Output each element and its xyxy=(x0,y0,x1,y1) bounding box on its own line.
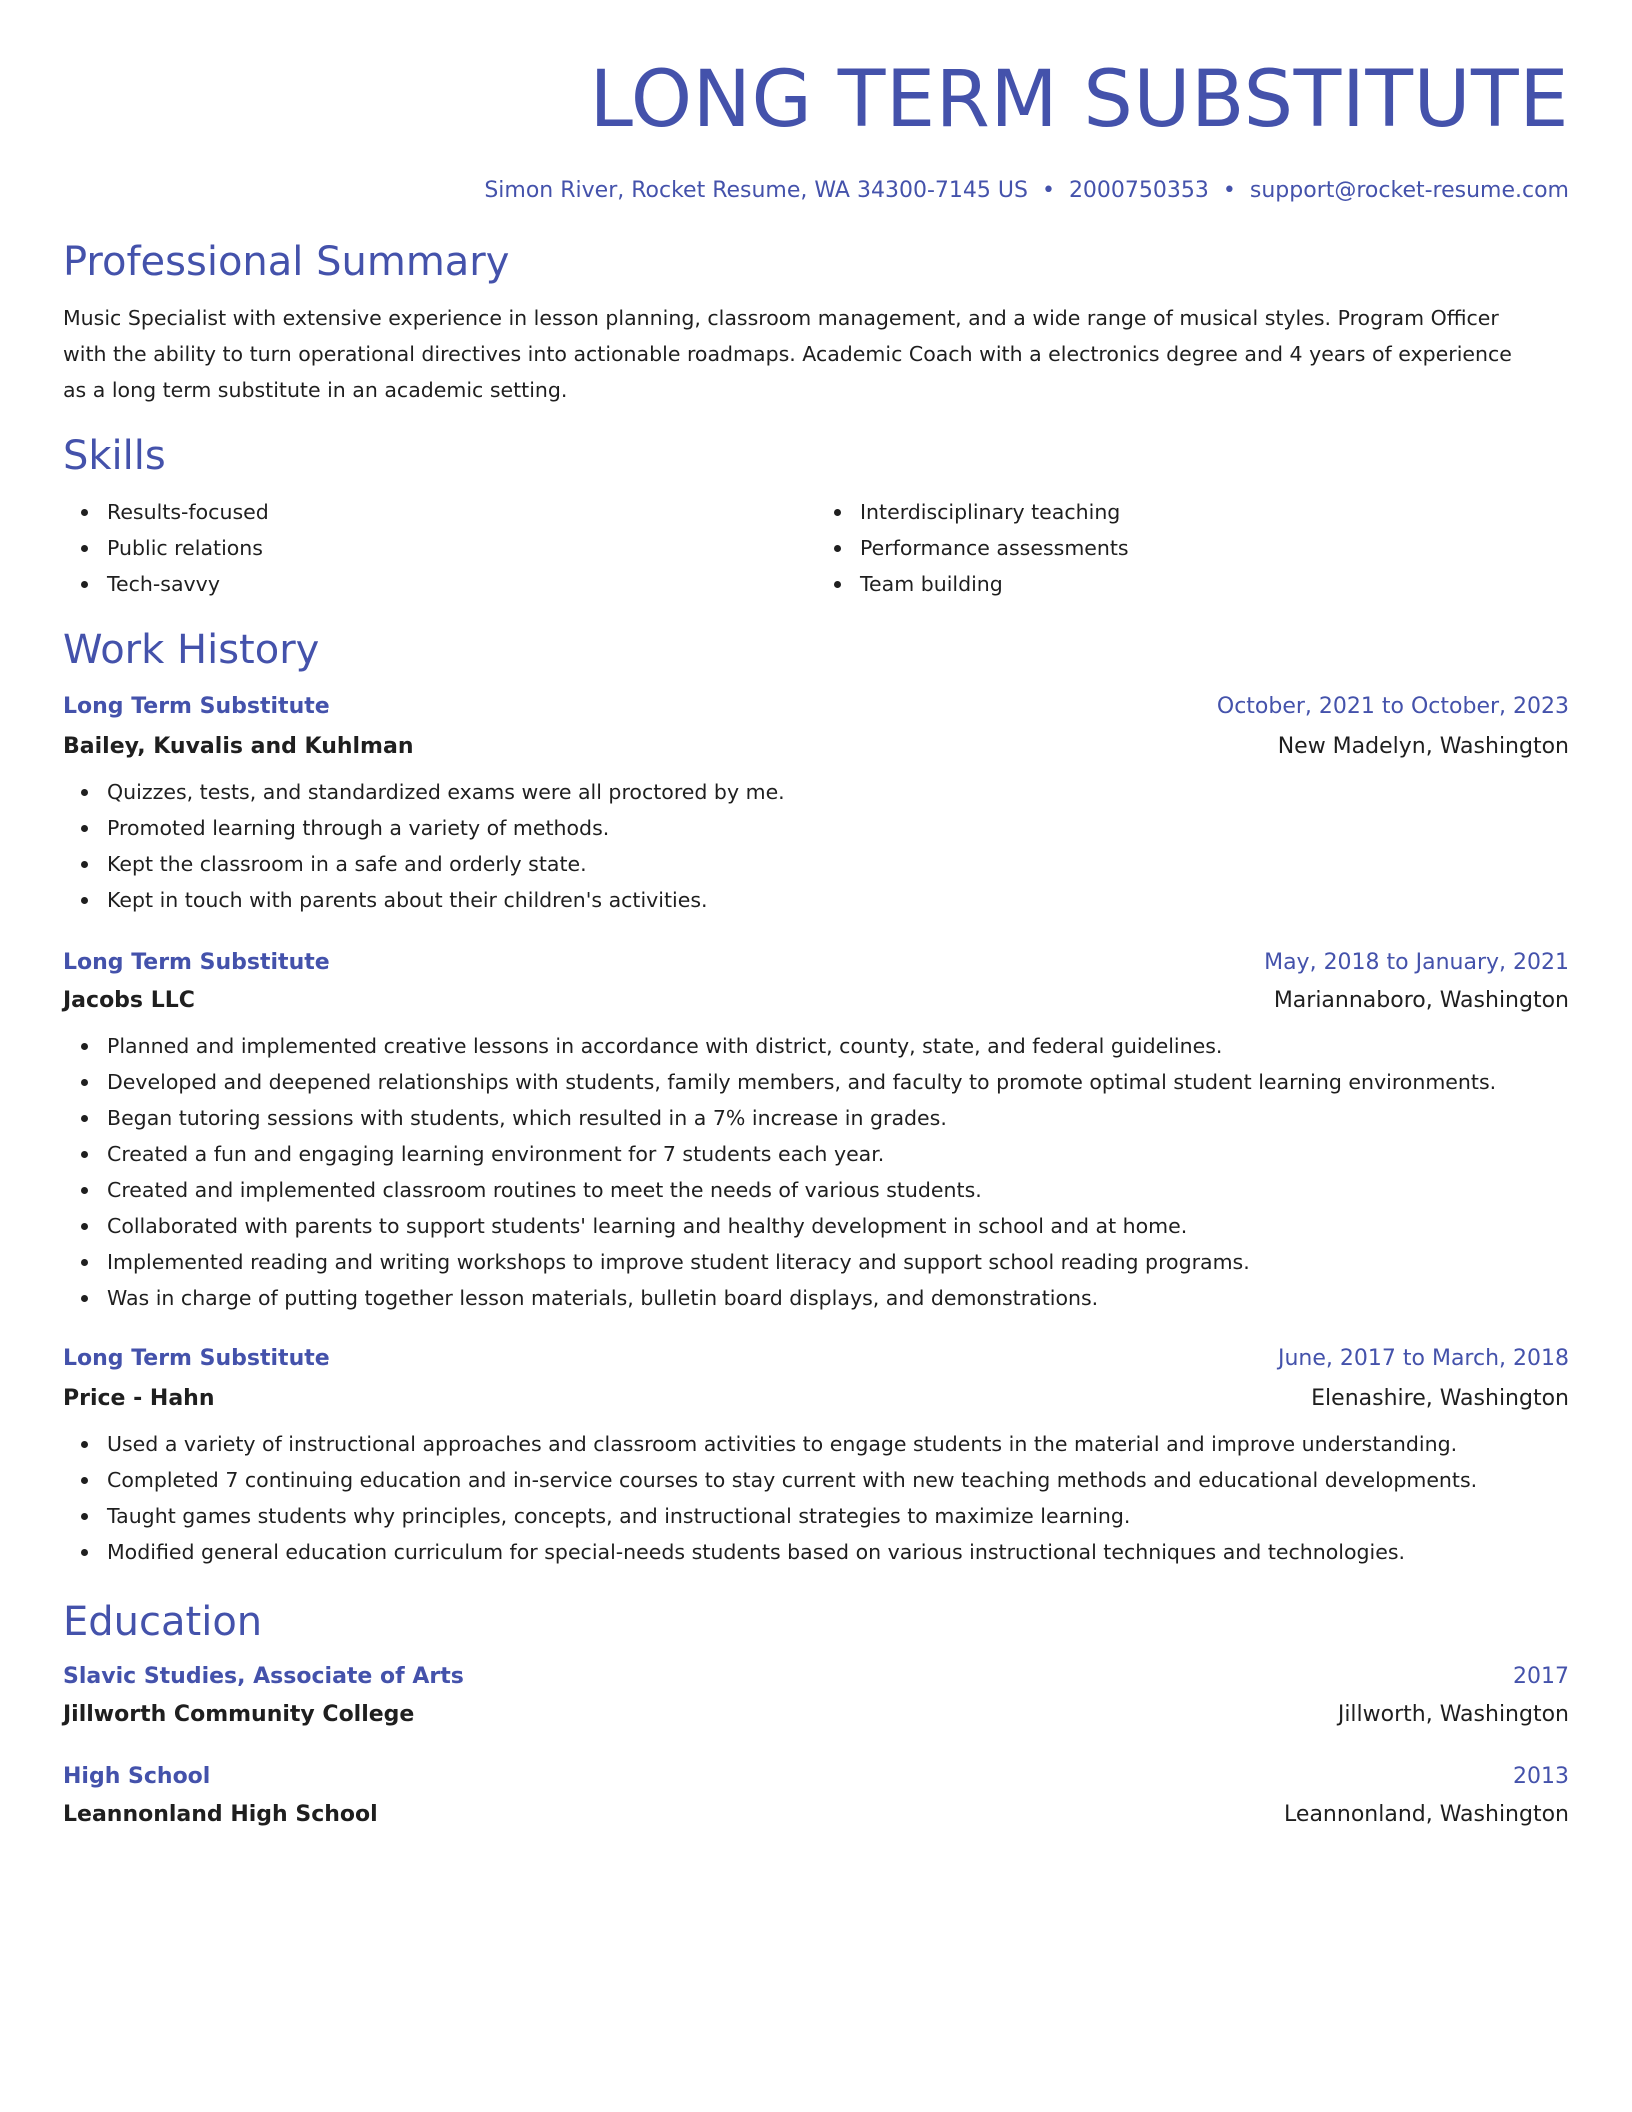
job-location: Mariannaboro, Washington xyxy=(1273,988,1569,1013)
education-school-row xyxy=(63,1800,1569,1830)
job-title: Long Term Substitute xyxy=(63,1346,330,1371)
education-year: 2013 xyxy=(1513,1764,1569,1789)
skills-grid xyxy=(63,494,1569,602)
job-title: Long Term Substitute xyxy=(63,694,330,719)
contact-line xyxy=(63,176,1569,206)
job-title: Long Term Substitute xyxy=(63,950,330,975)
skill-item: Interdisciplinary teaching xyxy=(860,494,1569,530)
job-bullet: Implemented reading and writing workshops to improve student literacy and support school reading programs. xyxy=(107,1244,1569,1280)
job-bullet: Was in charge of putting together lesson materials, bulletin board displays, and demonstrations. xyxy=(107,1280,1569,1316)
job-bullet: Planned and implemented creative lessons in accordance with district, county, state, and federal guidelines. xyxy=(107,1028,1569,1064)
skills-heading: Skills xyxy=(63,433,166,479)
job-company-row xyxy=(63,986,1569,1016)
education-header-row xyxy=(63,1762,1569,1792)
job-header-row xyxy=(63,1344,1569,1374)
job-bullets xyxy=(63,1426,1569,1570)
job-bullets xyxy=(63,774,1569,918)
job-bullet: Kept the classroom in a safe and orderly state. xyxy=(107,846,1569,882)
job-dates: October, 2021 to October, 2023 xyxy=(1216,694,1569,719)
education-header-row xyxy=(63,1662,1569,1692)
contact-separator: • xyxy=(1222,178,1236,203)
job-header-row xyxy=(63,692,1569,722)
job-company: Jacobs LLC xyxy=(63,988,195,1013)
job-location: Elenashire, Washington xyxy=(1311,1386,1569,1411)
job-bullet: Used a variety of instructional approaches and classroom activities to engage students in the material and improve understanding. xyxy=(107,1426,1569,1462)
education-entry xyxy=(63,1762,1569,1830)
job-entry xyxy=(63,692,1569,918)
skill-item: Performance assessments xyxy=(860,530,1569,566)
resume-title: LONG TERM SUBSTITUTE xyxy=(589,55,1569,145)
job-bullet: Created a fun and engaging learning environment for 7 students each year. xyxy=(107,1136,1569,1172)
job-dates: June, 2017 to March, 2018 xyxy=(1278,1346,1569,1371)
job-dates: May, 2018 to January, 2021 xyxy=(1264,950,1569,975)
education-school: Leannonland High School xyxy=(63,1802,378,1827)
summary-line: Music Specialist with extensive experience in lesson planning, classroom management, and a wide range of musical styles. Program Officer xyxy=(63,306,1499,330)
education-degree: Slavic Studies, Associate of Arts xyxy=(63,1664,464,1689)
skills-section xyxy=(63,430,1569,602)
education-school-row xyxy=(63,1700,1569,1730)
job-company-row xyxy=(63,1384,1569,1414)
job-bullet: Taught games students why principles, concepts, and instructional strategies to maximize learning. xyxy=(107,1498,1569,1534)
contact-phone: 2000750353 xyxy=(1068,178,1209,203)
job-bullets xyxy=(63,1028,1569,1316)
summary-line: with the ability to turn operational directives into actionable roadmaps. Academic Coach with a electronics degree and 4 years of experience xyxy=(63,342,1512,366)
job-company-row xyxy=(63,732,1569,762)
education-year: 2017 xyxy=(1513,1664,1569,1689)
job-location: New Madelyn, Washington xyxy=(1277,734,1569,759)
job-bullet: Kept in touch with parents about their children's activities. xyxy=(107,882,1569,918)
contact-separator: • xyxy=(1041,178,1055,203)
summary-text xyxy=(63,300,1569,408)
job-entry xyxy=(63,1344,1569,1570)
job-bullet: Created and implemented classroom routines to meet the needs of various students. xyxy=(107,1172,1569,1208)
skill-item: Tech-savvy xyxy=(107,566,816,602)
education-school: Jillworth Community College xyxy=(63,1702,415,1727)
job-company: Price - Hahn xyxy=(63,1386,215,1411)
education-section xyxy=(63,1596,1569,1830)
education-entry xyxy=(63,1662,1569,1730)
education-location: Jillworth, Washington xyxy=(1337,1702,1569,1727)
work-history-section xyxy=(63,624,1569,1570)
skill-item: Public relations xyxy=(107,530,816,566)
work-history-heading: Work History xyxy=(63,627,320,673)
job-header-row xyxy=(63,948,1569,978)
job-entry xyxy=(63,948,1569,1316)
contact-address: Simon River, Rocket Resume, WA 34300-7145 US xyxy=(484,178,1028,203)
summary-line: as a long term substitute in an academic setting. xyxy=(63,378,568,402)
education-location: Leannonland, Washington xyxy=(1284,1802,1569,1827)
contact-email: support@rocket-resume.com xyxy=(1249,178,1569,203)
job-bullet: Completed 7 continuing education and in-service courses to stay current with new teaching methods and educational developments. xyxy=(107,1462,1569,1498)
skills-column-right xyxy=(816,494,1569,602)
education-heading: Education xyxy=(63,1599,263,1645)
job-bullet: Quizzes, tests, and standardized exams were all proctored by me. xyxy=(107,774,1569,810)
job-bullet: Collaborated with parents to support students' learning and healthy development in school and at home. xyxy=(107,1208,1569,1244)
resume-header xyxy=(63,52,1569,206)
job-bullet: Developed and deepened relationships with students, family members, and faculty to promote optimal student learning environments. xyxy=(107,1064,1569,1100)
skill-item: Team building xyxy=(860,566,1569,602)
job-bullet: Modified general education curriculum for special-needs students based on various instructional techniques and technologies. xyxy=(107,1534,1569,1570)
summary-heading: Professional Summary xyxy=(63,239,510,285)
skills-column-left xyxy=(63,494,816,602)
job-bullet: Promoted learning through a variety of methods. xyxy=(107,810,1569,846)
job-company: Bailey, Kuvalis and Kuhlman xyxy=(63,734,414,759)
education-degree: High School xyxy=(63,1764,211,1789)
skill-item: Results-focused xyxy=(107,494,816,530)
summary-section xyxy=(63,236,1569,408)
job-bullet: Began tutoring sessions with students, which resulted in a 7% increase in grades. xyxy=(107,1100,1569,1136)
